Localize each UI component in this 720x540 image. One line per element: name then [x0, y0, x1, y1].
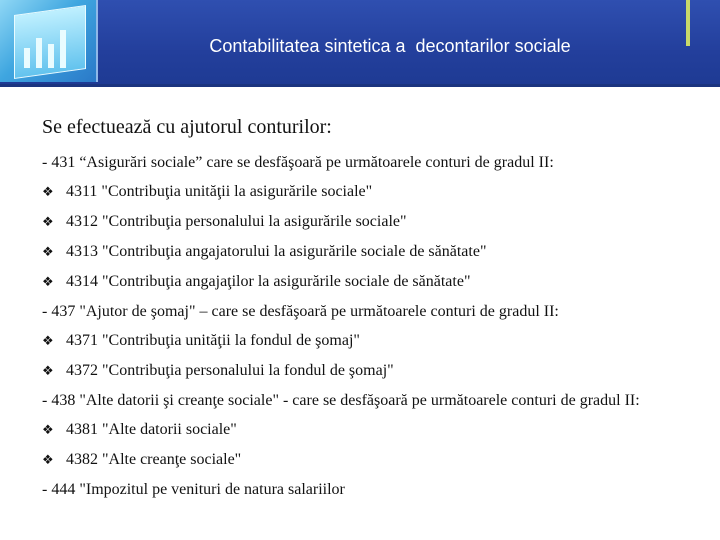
account-item: - 438 "Alte datorii şi creanţe sociale" - care se desfăşoară pe următoarele conturi de gradul II: [42, 392, 640, 409]
slide-title: Contabilitatea sintetica a decontarilor sociale [209, 36, 571, 56]
diamond-bullet-icon: ❖ [42, 423, 54, 438]
diamond-bullet-icon: ❖ [42, 275, 54, 290]
bullet-item-text: 4311 "Contribuţia unităţii la asigurările sociale" [66, 183, 373, 200]
accounts-list [42, 148, 712, 504]
bullet-item [42, 415, 712, 445]
bullet-item [42, 326, 712, 356]
bullet-item-text: 4381 "Alte datorii sociale" [66, 421, 237, 438]
bullet-item-text: 4314 "Contribuţia angajaţilor la asigurările sociale de sănătate" [66, 273, 471, 290]
bullet-item [42, 177, 712, 207]
account-item: - 431 “Asigurări sociale” care se desfăşoară pe următoarele conturi de gradul II: [42, 154, 554, 171]
bullet-item [42, 445, 712, 475]
bullet-item [42, 356, 712, 386]
account-item: - 444 "Impozitul pe venituri de natura salariilor [42, 481, 345, 498]
diamond-bullet-icon: ❖ [42, 453, 54, 468]
bullet-item-text: 4382 "Alte creanţe sociale" [66, 451, 242, 468]
account-item: - 437 "Ajutor de şomaj" – care se desfăşoară pe următoarele conturi de gradul II: [42, 303, 559, 320]
diamond-bullet-icon: ❖ [42, 334, 54, 349]
bullet-item [42, 267, 712, 297]
diamond-bullet-icon: ❖ [42, 215, 54, 230]
bullet-item-text: 4312 "Contribuţia personalului la asigurările sociale" [66, 213, 407, 230]
diamond-bullet-icon: ❖ [42, 364, 54, 379]
bullet-item [42, 237, 712, 267]
slide-subtitle: Se efectuează cu ajutorul conturilor: [42, 116, 332, 138]
bullet-item-text: 4372 "Contribuţia personalului la fondul de şomaj" [66, 362, 394, 379]
header-divider [0, 84, 720, 87]
bullet-item [42, 207, 712, 237]
slide-header [0, 0, 720, 86]
accent-line [686, 0, 690, 46]
monitor-chart-icon [0, 0, 98, 82]
diamond-bullet-icon: ❖ [42, 185, 54, 200]
diamond-bullet-icon: ❖ [42, 245, 54, 260]
bullet-item-text: 4371 "Contribuţia unităţii la fondul de şomaj" [66, 332, 360, 349]
bullet-item-text: 4313 "Contribuţia angajatorului la asigurările sociale de sănătate" [66, 243, 487, 260]
